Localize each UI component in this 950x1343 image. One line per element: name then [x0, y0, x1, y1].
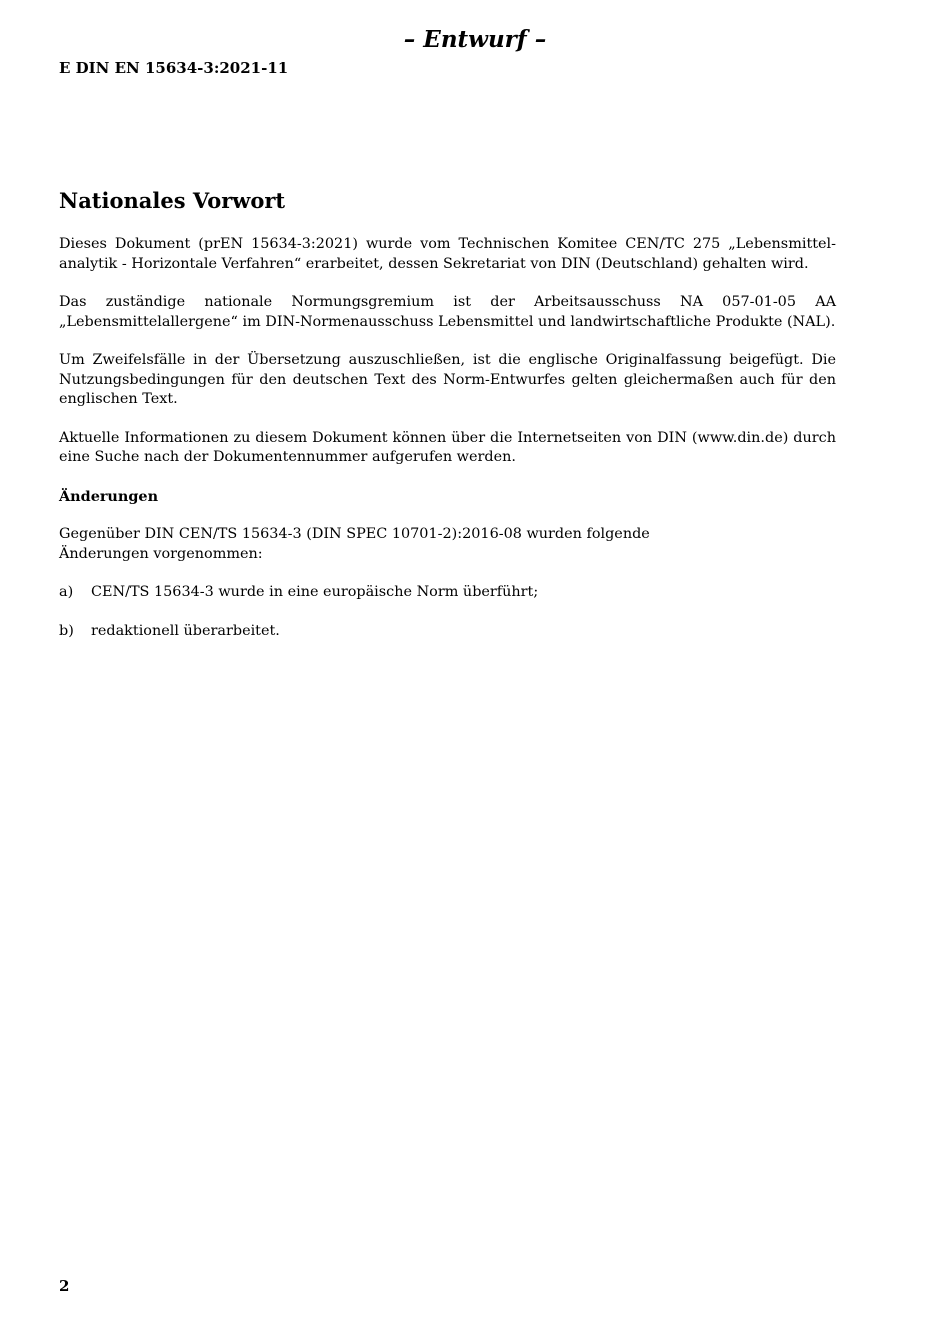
list-item-text: CEN/TS 15634-3 wurde in eine europäische Norm überführt;	[91, 584, 539, 600]
section-title: Nationales Vorwort	[59, 188, 286, 213]
list-item	[59, 583, 836, 603]
paragraph-committee: Dieses Dokument (prEN 15634-3:2021) wurde vom Technischen Komitee CEN/TC 275 „Lebensmittel-analytik - Horizontale Verfahren“ erarbeitet, dessen Sekretariat von DIN (Deutschland) gehalten wird.	[59, 236, 836, 272]
list-item	[59, 622, 836, 642]
changes-heading: Änderungen	[59, 487, 159, 505]
list-marker: a)	[59, 584, 74, 600]
paragraph-translation: Um Zweifelsfälle in der Übersetzung auszuschließen, ist die englische Originalfassung beigefügt. Die Nutzungsbedingungen für den deutschen Text des Norm-Entwurfes gelten gleichermaßen auch für den englischen Text.	[59, 352, 836, 407]
page-number: 2	[59, 1277, 70, 1295]
document-code: E DIN EN 15634-3:2021-11	[59, 59, 289, 77]
list-item-text: redaktionell überarbeitet.	[91, 622, 280, 639]
changes-intro: Gegenüber DIN CEN/TS 15634-3 (DIN SPEC 10701-2):2016-08 wurden folgende Änderungen vorgenommen:	[59, 526, 650, 562]
list-marker: b)	[59, 622, 74, 639]
national-foreword-section	[59, 186, 836, 660]
draft-banner: – Entwurf –	[403, 26, 547, 53]
paragraph-current-info: Aktuelle Informationen zu diesem Dokument können über die Internetseiten von DIN (www.din.de) durch eine Suche nach der Dokumentennummer aufgerufen werden.	[59, 429, 836, 465]
paragraph-national-body: Das zuständige nationale Normungsgremium ist der Arbeitsausschuss NA 057-01-05 AA „Lebensmittelallergene“ im DIN-Normenausschuss Lebensmittel und landwirtschaftliche Produkte (NAL).	[59, 294, 836, 330]
